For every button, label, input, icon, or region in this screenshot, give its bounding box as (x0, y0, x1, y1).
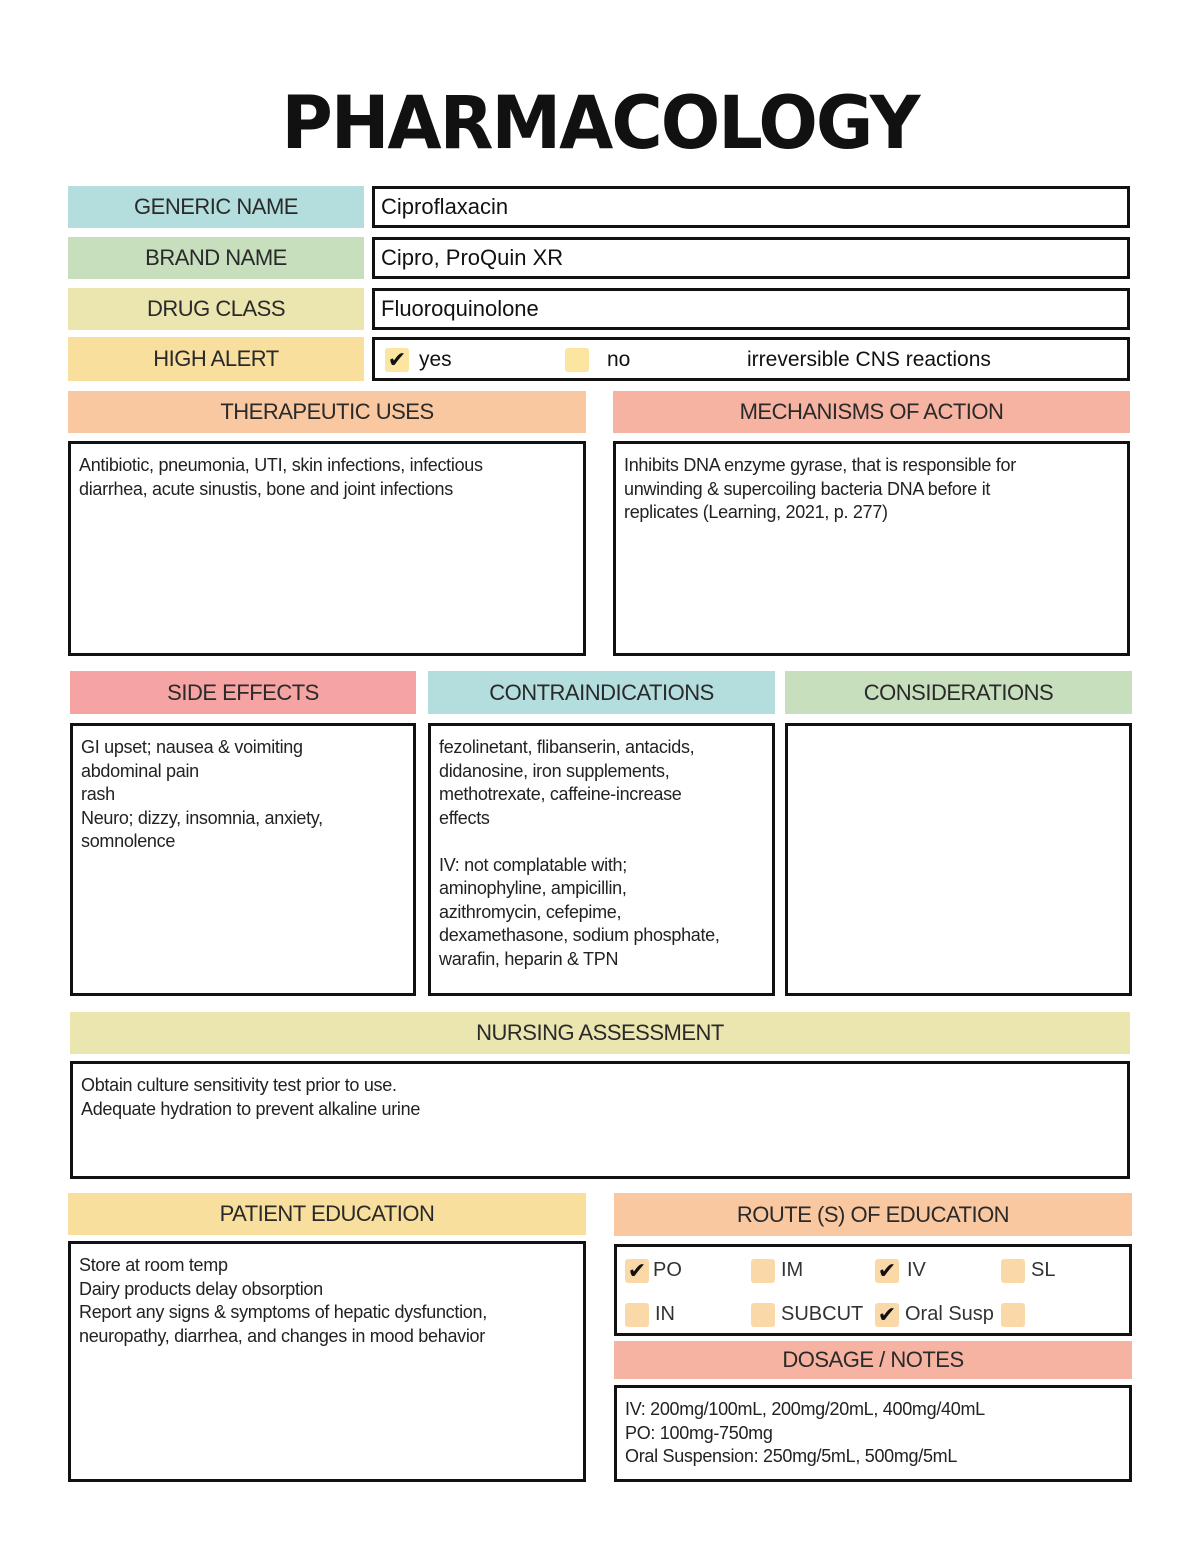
dosage-header: DOSAGE / NOTES (614, 1341, 1132, 1379)
route-iv-checkbox[interactable] (875, 1259, 899, 1283)
checkmark-icon: ✔ (877, 1258, 897, 1283)
mechanisms-header: MECHANISMS OF ACTION (613, 391, 1130, 433)
route-sl-label: SL (1031, 1259, 1056, 1281)
generic-name-label: GENERIC NAME (68, 186, 364, 228)
drug-class-label: DRUG CLASS (68, 288, 364, 330)
high-alert-note: irreversible CNS reactions (747, 348, 991, 371)
route-sl-checkbox[interactable] (1001, 1259, 1025, 1283)
high-alert-field (372, 337, 1130, 381)
routes-header: ROUTE (S) OF EDUCATION (614, 1193, 1132, 1236)
nursing-assessment-box[interactable]: Obtain culture sensitivity test prior to use. Adequate hydration to prevent alkaline urine (70, 1061, 1130, 1179)
nursing-assessment-header: NURSING ASSESSMENT (70, 1012, 1130, 1054)
side-effects-header: SIDE EFFECTS (70, 671, 416, 714)
drug-class-field[interactable]: Fluoroquinolone (372, 288, 1130, 330)
route-other-checkbox[interactable] (1001, 1303, 1025, 1327)
patient-education-header: PATIENT EDUCATION (68, 1193, 586, 1235)
high-alert-no-label: no (607, 348, 631, 371)
route-in-checkbox[interactable] (625, 1303, 649, 1327)
routes-box (614, 1244, 1132, 1336)
route-iv-label: IV (907, 1259, 926, 1281)
brand-name-field[interactable]: Cipro, ProQuin XR (372, 237, 1130, 279)
high-alert-no-checkbox[interactable] (565, 348, 589, 372)
high-alert-label: HIGH ALERT (68, 337, 364, 381)
route-im-label: IM (781, 1259, 804, 1281)
route-subcut-checkbox[interactable] (751, 1303, 775, 1327)
checkmark-icon: ✔ (387, 347, 407, 372)
route-in-label: IN (655, 1303, 675, 1325)
high-alert-yes-checkbox[interactable] (385, 348, 409, 372)
checkmark-icon: ✔ (627, 1258, 647, 1283)
considerations-box[interactable] (785, 723, 1132, 996)
route-subcut-label: SUBCUT (781, 1303, 864, 1325)
mechanisms-box[interactable]: Inhibits DNA enzyme gyrase, that is responsible for unwinding & supercoiling bacteria DNA before it replicates (Learning, 2021, p. 277) (613, 441, 1130, 656)
brand-name-label: BRAND NAME (68, 237, 364, 279)
side-effects-box[interactable]: GI upset; nausea & voimiting abdominal pain rash Neuro; dizzy, insomnia, anxiety, somnolence (70, 723, 416, 996)
therapeutic-uses-header: THERAPEUTIC USES (68, 391, 586, 433)
contraindications-box[interactable]: fezolinetant, flibanserin, antacids, didanosine, iron supplements, methotrexate, caffeine-increase effects IV: not complatable with; aminophyline, ampicillin, azithromycin, cefepime, dexamethasone, sodium phosphate, warafin, heparin & TPN (428, 723, 775, 996)
page-title: PHARMACOLOGY (281, 79, 919, 167)
checkmark-icon: ✔ (877, 1302, 897, 1327)
route-po-label: PO (653, 1259, 682, 1281)
considerations-header: CONSIDERATIONS (785, 671, 1132, 714)
contraindications-header: CONTRAINDICATIONS (428, 671, 775, 714)
route-oral-susp-label: Oral Susp (905, 1303, 994, 1325)
therapeutic-uses-box[interactable]: Antibiotic, pneumonia, UTI, skin infections, infectious diarrhea, acute sinustis, bone and joint infections (68, 441, 586, 656)
route-im-checkbox[interactable] (751, 1259, 775, 1283)
high-alert-yes-label: yes (419, 348, 452, 371)
route-oral-susp-checkbox[interactable] (875, 1303, 899, 1327)
generic-name-field[interactable]: Ciproflaxacin (372, 186, 1130, 228)
dosage-box[interactable]: IV: 200mg/100mL, 200mg/20mL, 400mg/40mL PO: 100mg-750mg Oral Suspension: 250mg/5mL, 500mg/5mL (614, 1385, 1132, 1482)
patient-education-box[interactable]: Store at room temp Dairy products delay obsorption Report any signs & symptoms of hepatic dysfunction, neuropathy, diarrhea, and changes in mood behavior (68, 1241, 586, 1482)
route-po-checkbox[interactable] (625, 1259, 649, 1283)
